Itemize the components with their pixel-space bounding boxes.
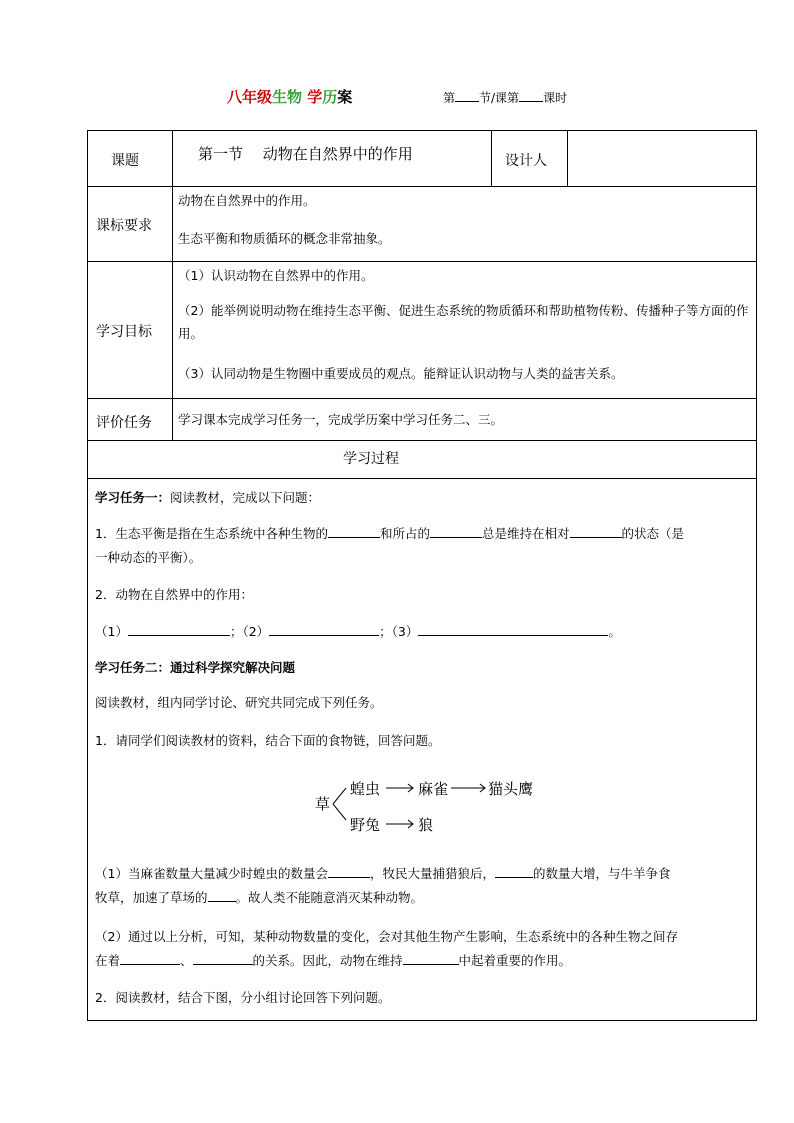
- table-border-top: [87, 130, 757, 131]
- standard-line: 生态平衡和物质循环的概念非常抽象。: [178, 231, 391, 246]
- table-col-divider: [172, 130, 173, 440]
- answer-blank[interactable]: [418, 623, 608, 636]
- answer-blank[interactable]: [403, 952, 459, 965]
- node-grass: 草: [315, 795, 331, 813]
- answer-blank[interactable]: [328, 865, 370, 878]
- task2-p1-line1: （1）当麻雀数量大量减少时蝗虫的数量会 ，牧民大量捕猎狼后， 的数量大增，与牛羊争食: [95, 866, 671, 881]
- node-wolf: 狼: [418, 816, 434, 834]
- task1-q1-line1: 1．生态平衡是指在生态系统中各种生物的 和所占的 总是维持在相对 的状态（是: [95, 526, 685, 541]
- task2-heading: 学习任务二：通过科学探究解决问题: [95, 660, 296, 675]
- answer-blank[interactable]: [269, 623, 379, 636]
- task2-intro: 阅读教材，组内同学讨论、研究共同完成下列任务。: [95, 695, 383, 710]
- goal-item: （3）认同动物是生物圈中重要成员的观点。能辩证认识动物与人类的益害关系。: [178, 366, 624, 381]
- table-row-divider: [87, 398, 757, 399]
- eval-text: 学习课本完成学习任务一，完成学历案中学习任务二、三。: [178, 412, 504, 427]
- answer-blank[interactable]: [570, 525, 622, 538]
- node-owl: 猫头鹰: [488, 780, 534, 798]
- standard-line: 动物在自然界中的作用。: [178, 193, 316, 208]
- section-info: 第 节/课第 课时: [443, 91, 568, 105]
- answer-blank[interactable]: [128, 623, 230, 636]
- task1-heading: 学习任务一：阅读教材，完成以下问题：: [95, 490, 321, 505]
- topic-value: 第一节 动物在自然界中的作用: [198, 145, 413, 163]
- task2-p2-line2: 在着 、 的关系。因此，动物在维持 中起着重要的作用。: [95, 953, 572, 968]
- table-border-bottom: [87, 1020, 757, 1021]
- branch-line-down: [333, 804, 346, 820]
- section-blank: [455, 89, 479, 102]
- table-row-divider: [87, 478, 757, 479]
- topic-label: 课题: [111, 153, 139, 169]
- table-row-divider: [87, 440, 757, 441]
- answer-blank[interactable]: [193, 952, 253, 965]
- process-title: 学习过程: [343, 451, 399, 467]
- goal-item: （2）能举例说明动物在维持生态平衡、促进生态系统的物质循环和帮助植物传粉、传播种子等方面的作用。: [178, 303, 749, 341]
- task2-p1-line2: 牧草，加速了草场的 。故人类不能随意消灭某种动物。: [95, 890, 424, 905]
- branch-line-up: [333, 788, 346, 804]
- answer-blank[interactable]: [495, 865, 533, 878]
- node-locust: 蝗虫: [350, 780, 381, 798]
- task1-q1-line2: 一种动态的平衡）。: [95, 550, 202, 565]
- answer-blank[interactable]: [208, 889, 236, 902]
- food-chain-diagram: [308, 768, 548, 838]
- node-sparrow: 麻雀: [418, 780, 449, 798]
- task2-q1: 1．请同学们阅读教材的资料，结合下面的食物链，回答问题。: [95, 733, 441, 748]
- table-col-divider: [491, 130, 492, 186]
- table-border-left: [87, 130, 88, 1021]
- answer-blank[interactable]: [328, 525, 380, 538]
- standard-label: 课标要求: [96, 218, 152, 234]
- lesson-blank: [519, 89, 543, 102]
- task1-q2: 2．动物在自然界中的作用：: [95, 587, 253, 602]
- task2-q2: 2．阅读教材，结合下图，分小组讨论回答下列问题。: [95, 990, 391, 1005]
- task1-q2-answers: （1） ；（2） ；（3） 。: [95, 624, 621, 639]
- node-rabbit: 野兔: [350, 816, 381, 834]
- table-row-divider: [87, 261, 757, 262]
- table-border-right: [756, 130, 757, 1021]
- page-title: 八年级生物 学历案: [227, 88, 353, 106]
- eval-label: 评价任务: [96, 415, 152, 431]
- answer-blank[interactable]: [120, 952, 180, 965]
- designer-label: 设计人: [505, 153, 547, 169]
- answer-blank[interactable]: [430, 525, 482, 538]
- table-col-divider: [567, 130, 568, 186]
- table-row-divider: [87, 186, 757, 187]
- goals-label: 学习目标: [96, 324, 152, 340]
- goal-item: （1）认识动物在自然界中的作用。: [178, 268, 374, 283]
- task2-p2-line1: （2）通过以上分析，可知，某种动物数量的变化，会对其他生物产生影响，生态系统中的各种生物之间存: [95, 929, 678, 944]
